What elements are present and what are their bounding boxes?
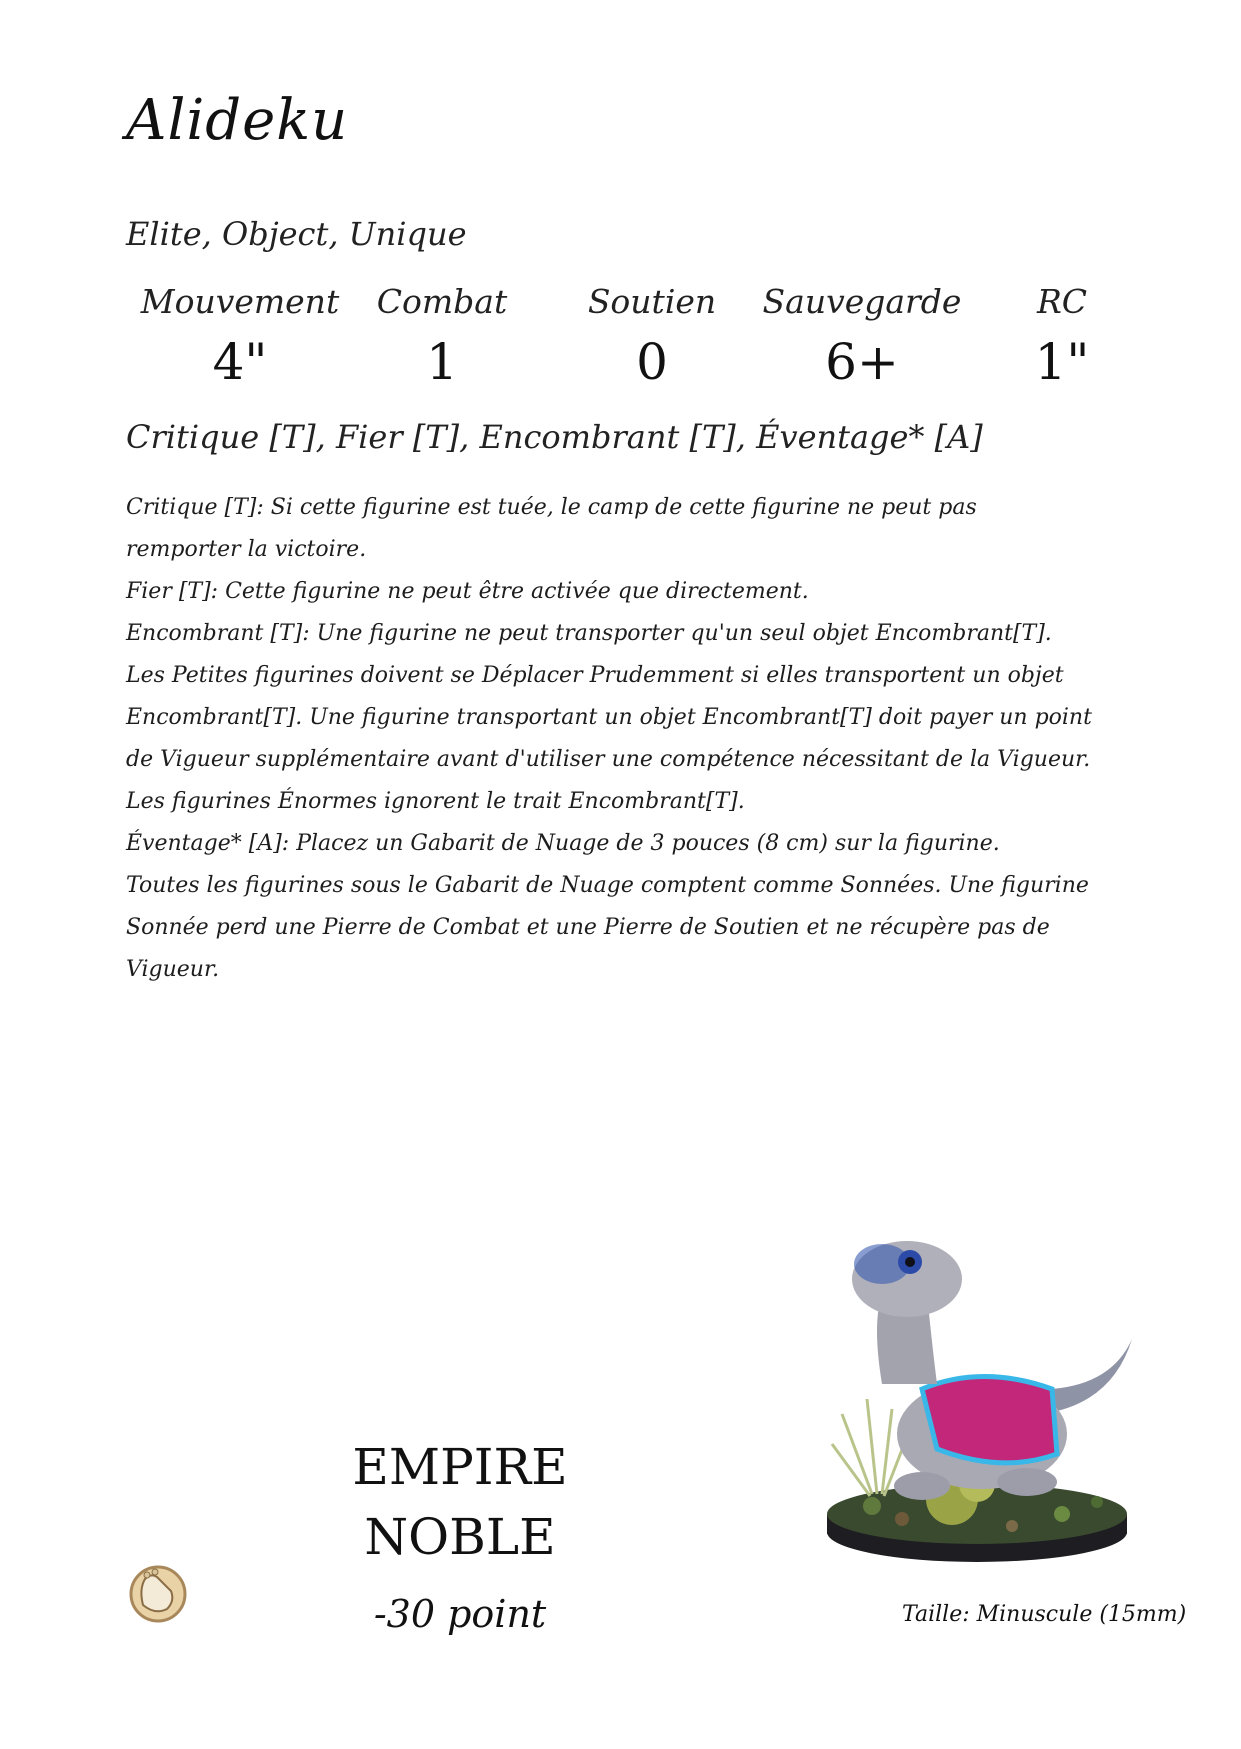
stat-soutien	[572, 282, 732, 391]
point-cost: -30 point	[373, 1592, 547, 1636]
rule-line: Toutes les figurines sous le Gabarit de Nuage comptent comme Sonnées. Une figurine	[126, 873, 1089, 898]
stat-label: Sauvegarde	[762, 282, 962, 321]
rule-line: Vigueur.	[126, 957, 220, 982]
stat-sauvegarde	[752, 282, 972, 391]
rule-line: Fier [T]: Cette figurine ne peut être activée que directement.	[126, 579, 809, 604]
faction-line-1: EMPIRE	[352, 1438, 568, 1496]
miniature-figure-image	[812, 1214, 1157, 1584]
unit-title: Alideku	[126, 88, 349, 153]
circular-hand-emblem-icon	[125, 1561, 191, 1627]
stat-value: 1"	[1034, 333, 1090, 391]
faction-name	[300, 1432, 620, 1572]
stat-label: Combat	[376, 282, 508, 321]
rule-line: Sonnée perd une Pierre de Combat et une Pierre de Soutien et ne récupère pas de	[126, 915, 1050, 940]
stat-rc	[1002, 282, 1122, 391]
unit-keywords: Elite, Object, Unique	[126, 215, 467, 253]
faction-line-2: NOBLE	[364, 1508, 556, 1566]
rule-line: Les Petites figurines doivent se Déplacer Prudemment si elles transportent un objet	[126, 663, 1064, 688]
stat-value: 1	[426, 333, 458, 391]
rule-line: Encombrant[T]. Une figurine transportant un objet Encombrant[T] doit payer un point	[126, 705, 1092, 730]
traits-summary: Critique [T], Fier [T], Encombrant [T], Éventage* [A]	[126, 418, 983, 456]
stat-combat	[362, 282, 522, 391]
rule-line: Critique [T]: Si cette figurine est tuée, le camp de cette figurine ne peut pas	[126, 495, 977, 520]
rule-line: Les figurines Énormes ignorent le trait Encombrant[T].	[126, 789, 745, 814]
stat-value: 6+	[825, 333, 899, 391]
rule-line: de Vigueur supplémentaire avant d'utiliser une compétence nécessitant de la Vigueur.	[126, 747, 1091, 772]
rule-line: Encombrant [T]: Une figurine ne peut transporter qu'un seul objet Encombrant[T].	[126, 621, 1052, 646]
rule-line: remporter la victoire.	[126, 537, 367, 562]
stat-label: Mouvement	[140, 282, 340, 321]
stat-mouvement	[140, 282, 340, 391]
rules-text	[126, 487, 1136, 991]
stat-label: Soutien	[587, 282, 717, 321]
miniature-size-label: Taille: Minuscule (15mm)	[902, 1602, 1187, 1627]
stat-value: 0	[636, 333, 668, 391]
rule-line: Éventage* [A]: Placez un Gabarit de Nuage de 3 pouces (8 cm) sur la figurine.	[126, 831, 1000, 856]
stat-label: RC	[1036, 282, 1088, 321]
stat-value: 4"	[212, 333, 268, 391]
